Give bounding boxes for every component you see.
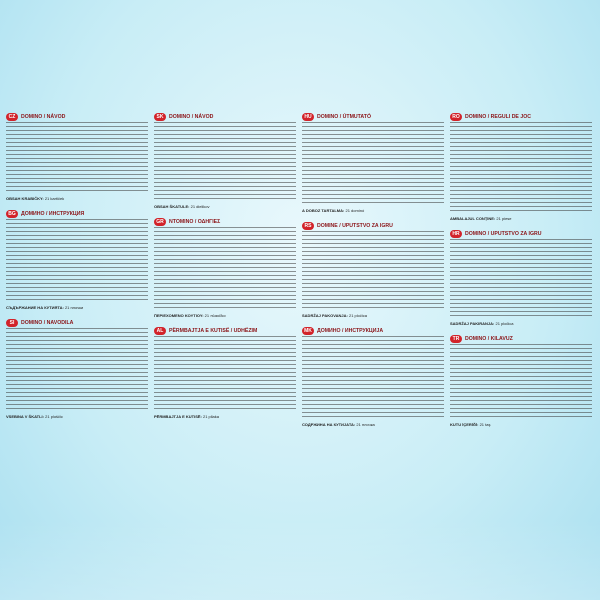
section-title: DOMINO / KILAVUZ (465, 335, 513, 342)
section-header (6, 318, 148, 327)
section-body (302, 122, 444, 206)
column-4 (450, 0, 592, 600)
section-footer: OBSAH KRABIČKY: 21 kartiček (6, 196, 65, 201)
section-footer: ΠΕΡΙΕΧΟΜΕΝΟ ΚΟΥΤΙΟΥ: 21 πλακίδια (154, 313, 226, 318)
section-body (6, 219, 148, 303)
section-gr (154, 217, 296, 318)
column-2 (154, 0, 296, 600)
language-badge: TR (450, 335, 462, 343)
section-al (154, 326, 296, 419)
section-hr (450, 229, 592, 326)
section-body (450, 239, 592, 319)
section-si (6, 318, 148, 419)
language-badge: RS (302, 222, 314, 230)
section-header (6, 209, 148, 218)
section-header (302, 112, 444, 121)
section-body (154, 336, 296, 412)
language-badge: GR (154, 218, 166, 226)
section-body (450, 122, 592, 214)
section-header (302, 221, 444, 230)
section-header (154, 326, 296, 335)
language-badge: AL (154, 327, 166, 335)
section-footer: СОДРЖИНА НА КУТИЈАТА: 21 плочка (302, 422, 375, 427)
section-title: DOMINO / UPUTSTVO ZA IGRU (465, 230, 542, 237)
language-badge: SK (154, 113, 166, 121)
section-footer: PËRMBAJTJA E KUTISË: 21 pllaka (154, 414, 219, 419)
language-badge: RO (450, 113, 462, 121)
section-header (450, 334, 592, 343)
section-header (450, 112, 592, 121)
section-header (154, 112, 296, 121)
section-rs (302, 221, 444, 318)
section-header (6, 112, 148, 121)
section-footer: SADRŽAJ PAKOVANJA: 21 pločica (302, 313, 367, 318)
column-1 (6, 0, 148, 600)
language-badge: BG (6, 210, 18, 218)
section-title: DOMINO / REGULI DE JOC (465, 113, 532, 120)
section-body (6, 328, 148, 412)
section-footer: СЪДЪРЖАНИЕ НА КУТИЯТА: 21 плочки (6, 305, 84, 310)
section-cz (6, 112, 148, 201)
section-hu (302, 112, 444, 213)
section-body (6, 122, 148, 194)
section-tr (450, 334, 592, 427)
language-badge: HR (450, 230, 462, 238)
section-ro (450, 112, 592, 221)
section-title: ДОМИНО / ИНСТРУКЦИЈА (317, 327, 384, 334)
section-body (154, 227, 296, 311)
language-badge: MK (302, 327, 314, 335)
section-header (302, 326, 444, 335)
language-badge: SI (6, 319, 18, 327)
section-footer: SADRŽAJ PAKIRANJA: 21 pločica (450, 321, 514, 326)
section-body (302, 336, 444, 420)
section-footer: KUTU İÇERİĞİ: 21 taş (450, 422, 491, 427)
section-title: PËRMBAJTJA E KUTISË / UDHËZIM (169, 327, 258, 334)
section-header (450, 229, 592, 238)
language-badge: HU (302, 113, 314, 121)
section-title: ΝΤΟΜΙΝΟ / ΟΔΗΓΙΕΣ (169, 218, 221, 225)
section-title: DOMINE / UPUTSTVO ZA IGRU (317, 222, 393, 229)
section-footer: A DOBOZ TARTALMA: 21 dominó (302, 208, 365, 213)
section-title: ДОМИНО / ИНСТРУКЦИЯ (21, 210, 85, 217)
language-badge: CZ (6, 113, 18, 121)
section-sk (154, 112, 296, 209)
section-footer: OBSAH ŠKATULE: 21 dielikov (154, 204, 210, 209)
section-header (154, 217, 296, 226)
column-3 (302, 0, 444, 600)
section-body (154, 122, 296, 202)
section-footer: AMBALAJUL CONȚINE: 21 piese (450, 216, 512, 221)
section-footer: VSEBINA V ŠKATLI: 21 ploščic (6, 414, 63, 419)
section-bg (6, 209, 148, 310)
section-title: DOMINO / ÚTMUTATÓ (317, 113, 371, 120)
section-title: DOMINO / NÁVOD (169, 113, 214, 120)
section-title: DOMINO / NÁVOD (21, 113, 66, 120)
section-mk (302, 326, 444, 427)
section-body (450, 344, 592, 420)
section-body (302, 231, 444, 311)
section-title: DOMINO / NAVODILA (21, 319, 74, 326)
